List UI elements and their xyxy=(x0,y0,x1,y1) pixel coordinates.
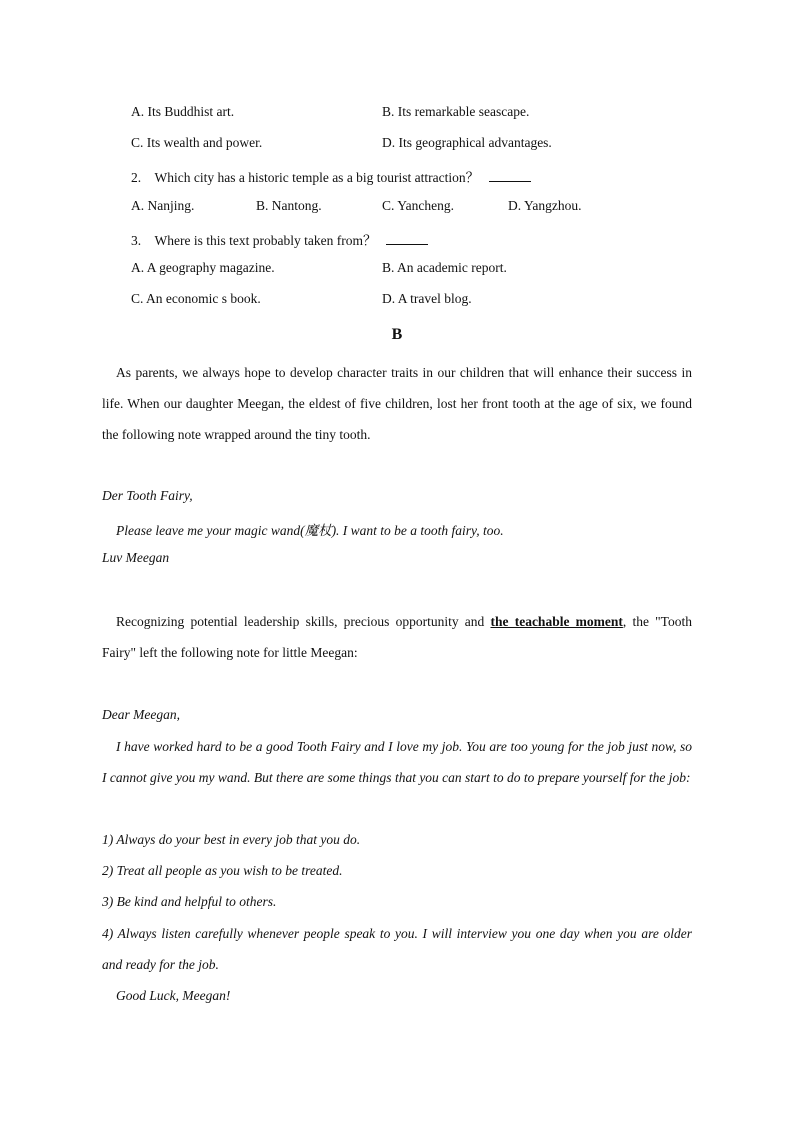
question-number: 2. xyxy=(131,170,142,185)
teachable-moment-highlight: the teachable moment xyxy=(490,614,623,629)
option-letter: C. xyxy=(131,291,144,306)
option-text: Nanjing. xyxy=(147,198,195,213)
option-letter: D. xyxy=(382,135,396,150)
note2-greeting: Dear Meegan, xyxy=(102,707,180,722)
option-letter: B. xyxy=(382,260,395,275)
option-text: Nantong. xyxy=(271,198,322,213)
option-letter: A. xyxy=(131,198,145,213)
question-text: Where is this text probably taken from？ xyxy=(154,233,377,248)
q2-option-a xyxy=(131,198,194,214)
q1-option-d xyxy=(382,135,552,151)
question-number: 3. xyxy=(131,233,142,248)
paragraph-2-text: Recognizing potential leadership skills, precious opportunity and xyxy=(116,614,491,629)
option-letter: C. xyxy=(131,135,144,150)
paragraph-2-text-end: , the "Tooth Fairy" left the following note for little Meegan: xyxy=(102,614,692,660)
q2-option-c xyxy=(382,198,454,214)
q2-option-b xyxy=(256,198,322,214)
option-letter: B. xyxy=(382,104,395,119)
question-text: Which city has a historic temple as a big tourist attraction？ xyxy=(154,170,480,185)
answer-blank[interactable] xyxy=(386,232,428,245)
note2-item-3: 3) Be kind and helpful to others. xyxy=(102,894,277,909)
note2-item-4: 4) Always listen carefully whenever people speak to you. I will interview you one day when you are older and ready for the job. xyxy=(102,926,692,972)
q3-option-b xyxy=(382,260,507,276)
q2-stem xyxy=(131,166,531,186)
option-letter: A. xyxy=(131,260,145,275)
note2-closing: Good Luck, Meegan! xyxy=(116,988,231,1003)
option-text: Its geographical advantages. xyxy=(398,135,552,150)
answer-blank[interactable] xyxy=(489,169,531,182)
note1-body: Please leave me your magic wand(魔杖). I want to be a tooth fairy, too. xyxy=(116,523,504,538)
q3-stem xyxy=(131,229,428,249)
option-letter: A. xyxy=(131,104,145,119)
option-text: A geography magazine. xyxy=(146,260,275,275)
option-text: Yangzhou. xyxy=(524,198,582,213)
option-text: Yancheng. xyxy=(397,198,455,213)
option-text: Its wealth and power. xyxy=(146,135,263,150)
option-letter: D. xyxy=(382,291,396,306)
option-text: Its Buddhist art. xyxy=(147,104,235,119)
q2-option-d xyxy=(508,198,582,214)
paragraph-2 xyxy=(102,606,692,668)
q3-option-a xyxy=(131,260,275,276)
q1-option-a xyxy=(131,104,234,120)
section-heading: B xyxy=(391,326,403,343)
q3-option-c xyxy=(131,291,261,307)
note2-item-2: 2) Treat all people as you wish to be treated. xyxy=(102,863,343,878)
note2-item-1: 1) Always do your best in every job that you do. xyxy=(102,832,361,847)
option-text: Its remarkable seascape. xyxy=(397,104,530,119)
q1-option-c xyxy=(131,135,262,151)
option-letter: C. xyxy=(382,198,395,213)
q1-option-b xyxy=(382,104,529,120)
intro-paragraph: As parents, we always hope to develop character traits in our children that will enhance their success in life. When our daughter Meegan, the eldest of five children, lost her front tooth at the age of six, we found the following note wrapped around the tiny tooth. xyxy=(102,365,692,442)
note2-body: I have worked hard to be a good Tooth Fairy and I love my job. You are too young for the job just now, so I cannot give you my wand. But there are some things that you can start to do to prepare yourself for the job: xyxy=(102,739,692,785)
q3-option-d xyxy=(382,291,472,307)
option-letter: D. xyxy=(508,198,522,213)
note1-signoff: Luv Meegan xyxy=(102,550,170,565)
option-text: An economic s book. xyxy=(146,291,261,306)
option-letter: B. xyxy=(256,198,269,213)
option-text: A travel blog. xyxy=(397,291,472,306)
option-text: An academic report. xyxy=(397,260,507,275)
note1-greeting: Der Tooth Fairy, xyxy=(102,488,193,503)
